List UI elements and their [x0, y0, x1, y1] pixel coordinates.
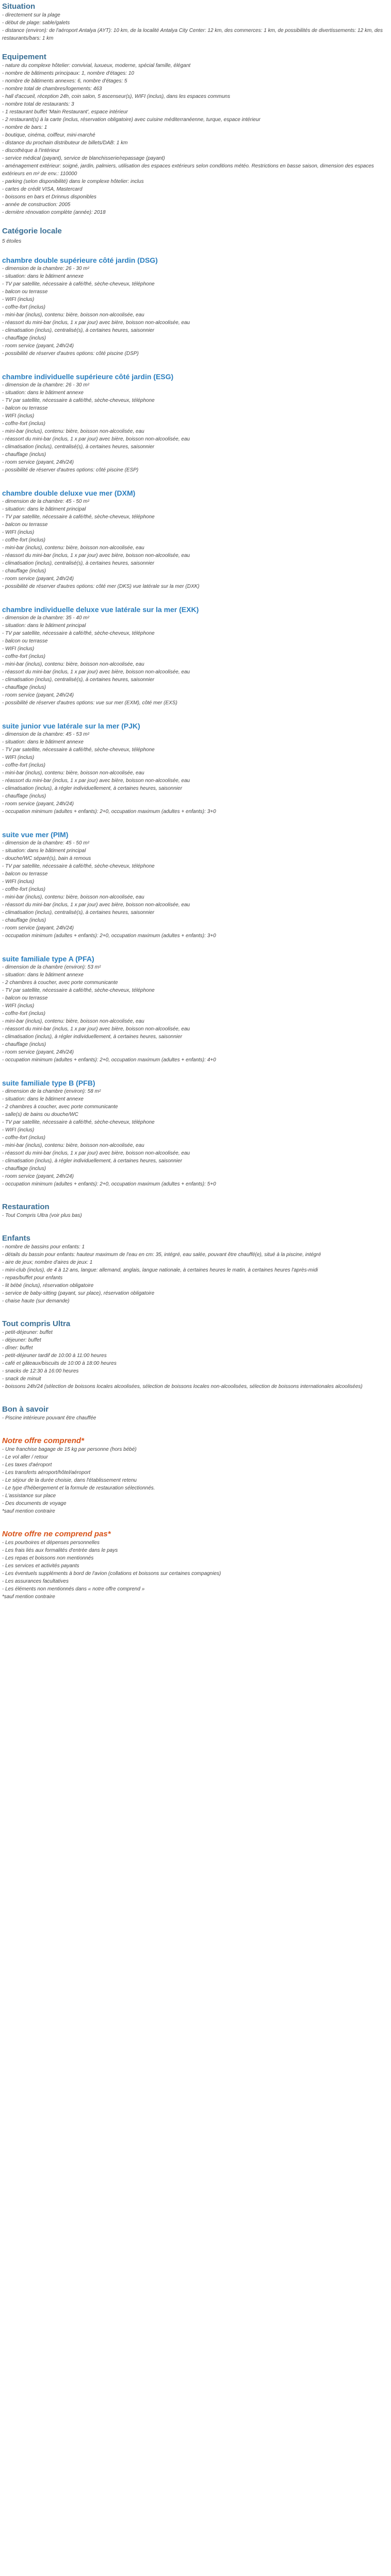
situation-section — [2, 2, 389, 42]
list-item: - Les services et activités payants — [2, 1563, 79, 1569]
list-item: - coffre-fort (inclus) — [2, 537, 45, 543]
list-item: - situation: dans le bâtiment principal — [2, 848, 86, 854]
equipement-title: Equipement — [2, 53, 46, 61]
list-item: - 2 restaurant(s) à la carte (inclus, réservation obligatoire) avec cuisine méditerranéenne, turque, espace intérieur — [2, 117, 260, 123]
situation-title: Situation — [2, 2, 36, 11]
list-item: - aire de jeux; nombre d'aires de jeux: 1 — [2, 1260, 93, 1265]
list-item: - possibilité de réserver d'autres options: côté piscine (ESP) — [2, 467, 139, 473]
room-features-list — [2, 381, 389, 474]
necomprend-list — [2, 1539, 389, 1601]
list-item: - possibilité de réserver d'autres options: côté mer (DKS) vue latérale sur la mer (DXK) — [2, 584, 200, 589]
list-item: - room service (payant, 24h/24) — [2, 801, 74, 807]
list-item: - WIFI (inclus) — [2, 646, 35, 652]
list-item: - réassort du mini-bar (inclus, 1 x par jour) avec bière, boisson non-alcoolisée, eau — [2, 320, 190, 326]
room-section — [2, 1078, 389, 1188]
room-title: chambre double deluxe vue mer (DXM) — [2, 489, 136, 497]
enfants-list — [2, 1243, 389, 1305]
list-item: - cartes de crédit VISA, Mastercard — [2, 187, 83, 192]
list-item: - room service (payant, 24h/24) — [2, 343, 74, 349]
list-item: - Une franchise bagage de 15 kg par personne (hors bébé) — [2, 1447, 137, 1452]
list-item: - boissons 24h/24 (sélection de boissons locales alcoolisées, sélection de boissons locales non-alcoolisées, sélection de boissons internationales alcoolisées) — [2, 1384, 363, 1389]
list-item: - chauffage (inclus) — [2, 452, 46, 457]
list-item: - boutique, cinéma, coiffeur, mini-marché — [2, 132, 95, 138]
list-item: - coffre-fort (inclus) — [2, 1011, 45, 1016]
list-item: - dernière rénovation complète (année): 2018 — [2, 210, 106, 215]
list-item: - situation: dans le bâtiment annexe — [2, 1096, 84, 1102]
list-item: - possibilité de réserver d'autres options: vue sur mer (EXM), côté mer (EXS) — [2, 700, 177, 706]
list-item: - TV par satellite, nécessaire à café/thé, sèche-cheveux, téléphone — [2, 631, 155, 636]
list-item: - WIFI (inclus) — [2, 1127, 35, 1133]
list-item: - mini-bar (inclus), contenu: bière, boisson non-alcoolisée, eau — [2, 894, 144, 900]
list-item: - climatisation (inclus), centralisé(s), à certaines heures, saisonnier — [2, 328, 155, 333]
list-item: - coffre-fort (inclus) — [2, 304, 45, 310]
toutcompris-section — [2, 1319, 389, 1391]
room-section — [2, 372, 389, 474]
list-item: - dimension de la chambre: 45 - 53 m² — [2, 732, 89, 737]
list-item: - chaise haute (sur demande) — [2, 1298, 70, 1304]
list-item: - Les éléments non mentionnés dans « notre offre comprend » — [2, 1586, 145, 1592]
list-item: - dimension de la chambre: 45 - 50 m² — [2, 840, 89, 846]
list-item: - balcon ou terrasse — [2, 871, 48, 877]
list-item: - mini-bar (inclus), contenu: bière, boisson non-alcoolisée, eau — [2, 545, 144, 551]
list-item: - 2 chambres à coucher, avec porte communicante — [2, 1104, 118, 1110]
list-item: - situation: dans le bâtiment annexe — [2, 739, 84, 745]
list-item: - nombre de bâtiments principaux: 1, nombre d'étages: 10 — [2, 71, 134, 76]
list-item: - réassort du mini-bar (inclus, 1 x par jour) avec bière, boisson non-alcoolisée, eau — [2, 778, 190, 784]
list-item: - coffre-fort (inclus) — [2, 421, 45, 427]
list-item: - Les frais liés aux formalités d'entrée dans le pays — [2, 1548, 118, 1553]
list-item: - TV par satellite, nécessaire à café/thé, sèche-cheveux, téléphone — [2, 398, 155, 403]
list-item: - dimension de la chambre: 35 - 40 m² — [2, 615, 89, 621]
list-item: - room service (payant, 24h/24) — [2, 576, 74, 582]
list-item: - réassort du mini-bar (inclus, 1 x par jour) avec bière, boisson non-alcoolisée, eau — [2, 1150, 190, 1156]
list-item: - climatisation (inclus), centralisé(s), à certaines heures, saisonnier — [2, 677, 155, 683]
list-item: - mini-bar (inclus), contenu: bière, boisson non-alcoolisée, eau — [2, 1019, 144, 1024]
list-item: - nombre de bars: 1 — [2, 125, 47, 130]
list-item: - réassort du mini-bar (inclus, 1 x par jour) avec bière, boisson non-alcoolisée, eau — [2, 669, 190, 675]
list-item: - climatisation (inclus), à régler individuellement, à certaines heures, saisonnier — [2, 1034, 183, 1040]
list-item: - TV par satellite, nécessaire à café/thé, sèche-cheveux, téléphone — [2, 988, 155, 993]
list-item: - balcon ou terrasse — [2, 522, 48, 528]
list-item: - chauffage (inclus) — [2, 335, 46, 341]
list-item: - nombre total de chambres/logements: 463 — [2, 86, 102, 92]
list-item: - dimension de la chambre: 26 - 30 m² — [2, 382, 89, 388]
room-title: chambre individuelle supérieure côté jardin (ESG) — [2, 372, 174, 381]
list-item: - chauffage (inclus) — [2, 1166, 46, 1172]
list-item: - balcon ou terrasse — [2, 995, 48, 1001]
list-item: - situation: dans le bâtiment principal — [2, 623, 86, 629]
categorie-section — [2, 227, 389, 245]
list-item: - mini-club (inclus), de 4 à 12 ans, langue: allemand, anglais, langue nationale, à certaines heures le matin, à certaines heures l'après-midi — [2, 1267, 318, 1273]
list-item: - mini-bar (inclus), contenu: bière, boisson non-alcoolisée, eau — [2, 1143, 144, 1148]
list-item: - dimension de la chambre: 26 - 30 m² — [2, 266, 89, 272]
room-title: suite junior vue latérale sur la mer (PJK) — [2, 722, 140, 730]
room-title: suite familiale type B (PFB) — [2, 1079, 95, 1087]
rooms-container — [2, 256, 389, 1188]
room-section — [2, 605, 389, 707]
list-item: - TV par satellite, nécessaire à café/thé, sèche-cheveux, téléphone — [2, 1120, 155, 1125]
list-item: - situation: dans le bâtiment annexe — [2, 274, 84, 279]
room-section — [2, 954, 389, 1064]
enfants-section — [2, 1234, 389, 1305]
comprend-list — [2, 1446, 389, 1515]
room-features-list — [2, 839, 389, 940]
list-item: - dimension de la chambre: 45 - 50 m² — [2, 499, 89, 504]
restauration-section — [2, 1202, 389, 1219]
list-item: - petit-déjeuner: buffet — [2, 1330, 53, 1335]
list-item: - Piscine intérieure pouvant être chauffée — [2, 1415, 96, 1421]
list-item: - réassort du mini-bar (inclus, 1 x par jour) avec bière, boisson non-alcoolisée, eau — [2, 553, 190, 558]
list-item: - chauffage (inclus) — [2, 1042, 46, 1047]
list-item: - room service (payant, 24h/24) — [2, 925, 74, 931]
list-item: - directement sur la plage — [2, 12, 60, 18]
list-item: - TV par satellite, nécessaire à café/thé, sèche-cheveux, téléphone — [2, 514, 155, 520]
room-features-list — [2, 498, 389, 590]
comprend-title: Notre offre comprend* — [2, 1436, 84, 1445]
list-item: - mini-bar (inclus), contenu: bière, boisson non-alcoolisée, eau — [2, 429, 144, 434]
list-item: - room service (payant, 24h/24) — [2, 692, 74, 698]
list-item: - chauffage (inclus) — [2, 568, 46, 574]
list-item: - TV par satellite, nécessaire à café/thé, sèche-cheveux, téléphone — [2, 281, 155, 287]
list-item: - possibilité de réserver d'autres options: côté piscine (DSP) — [2, 351, 139, 357]
list-item: - boissons en bars et Drinnus disponibles — [2, 194, 96, 200]
list-item: - TV par satellite, nécessaire à café/thé, sèche-cheveux, téléphone — [2, 863, 155, 869]
room-title: chambre individuelle deluxe vue latérale sur la mer (EXK) — [2, 605, 199, 614]
list-item: - salle(s) de bains ou douche/WC — [2, 1112, 78, 1117]
list-item: - situation: dans le bâtiment principal — [2, 506, 86, 512]
room-features-list — [2, 265, 389, 358]
list-item: - WIFI (inclus) — [2, 1003, 35, 1009]
list-item: - chauffage (inclus) — [2, 918, 46, 923]
list-item: - WIFI (inclus) — [2, 755, 35, 760]
list-item: - occupation minimum (adultes + enfants): 2+0, occupation maximum (adultes + enfants): 4+0 — [2, 1057, 216, 1063]
room-section — [2, 830, 389, 940]
list-item: - douche/WC séparé(s), bain à remous — [2, 856, 91, 861]
list-item: - coffre-fort (inclus) — [2, 654, 45, 659]
necomprend-section — [2, 1530, 389, 1601]
list-item: - Les transferts aéroport/hôtel/aéroport — [2, 1470, 91, 1476]
list-item: - balcon ou terrasse — [2, 638, 48, 644]
list-item: - repas/buffet pour enfants — [2, 1275, 63, 1281]
list-item: - coffre-fort (inclus) — [2, 887, 45, 892]
list-item: - réassort du mini-bar (inclus, 1 x par jour) avec bière, boisson non-alcoolisée, eau — [2, 902, 190, 908]
list-item: - occupation minimum (adultes + enfants): 2+0, occupation maximum (adultes + enfants): 3+0 — [2, 809, 216, 815]
list-item: - climatisation (inclus), centralisé(s), à certaines heures, saisonnier — [2, 910, 155, 916]
list-item: - nombre total de restaurants: 3 — [2, 101, 74, 107]
list-item: - room service (payant, 24h/24) — [2, 1049, 74, 1055]
restauration-list — [2, 1212, 389, 1219]
necomprend-title: Notre offre ne comprend pas* — [2, 1530, 111, 1538]
list-item: - climatisation (inclus), à régler individuellement, à certaines heures, saisonnier — [2, 1158, 183, 1164]
list-item: - aménagement extérieur: soigné, jardin, palmiers, utilisation des espaces extérieurs selon conditions météo. Restrictions en basse saison, dimension des espaces extérieurs en m² de env.: 110000 — [2, 163, 374, 177]
equipement-list — [2, 62, 389, 216]
list-item: - Le séjour de la durée choisie, dans l'établissement retenu — [2, 1478, 137, 1483]
list-item: - café et gâteaux/biscuits de 10:00 à 18:00 heures — [2, 1361, 117, 1366]
list-item: - mini-bar (inclus), contenu: bière, boisson non-alcoolisée, eau — [2, 770, 144, 776]
list-item: - réassort du mini-bar (inclus, 1 x par jour) avec bière, boisson non-alcoolisée, eau — [2, 436, 190, 442]
room-features-list — [2, 731, 389, 816]
list-item: - climatisation (inclus), centralisé(s), à certaines heures, saisonnier — [2, 561, 155, 566]
list-item: - TV par satellite, nécessaire à café/thé, sèche-cheveux, téléphone — [2, 747, 155, 753]
toutcompris-title: Tout compris Ultra — [2, 1319, 71, 1328]
room-features-list — [2, 614, 389, 707]
list-item: - chauffage (inclus) — [2, 685, 46, 690]
room-features-list — [2, 1088, 389, 1188]
list-item: - détails du bassin pour enfants: hauteur maximum de l'eau en cm: 35, intégré, eau salée, pouvant être chauffé(e), situé à la piscine, intégré — [2, 1252, 321, 1258]
list-item: - lit bébé (inclus), réservation obligatoire — [2, 1283, 94, 1289]
list-item: - petit-déjeuner tardif de 10:00 à 11:00 heures — [2, 1353, 107, 1359]
list-item: - Les repas et boissons non mentionnés — [2, 1555, 94, 1561]
list-item: - Les éventuels suppléments à bord de l'avion (collations et boissons sur certaines compagnies) — [2, 1571, 221, 1577]
list-item: - L'assistance sur place — [2, 1493, 56, 1499]
list-item: - Les taxes d'aéroport — [2, 1462, 52, 1468]
list-item: - service de baby-sitting (payant, sur place), réservation obligatoire — [2, 1291, 155, 1296]
list-item: - snacks de 12:30 à 16:00 heures — [2, 1368, 79, 1374]
list-item: - 1 restaurant buffet 'Main Restaurant', espace intérieur — [2, 109, 128, 115]
list-item: - distance (environ): de l'aéroport Antalya (AYT): 10 km, de la localité Antalya City Center: 12 km, des commerces: 1 km, de possibilités de divertissements: 12 km, des restaurants/bars: 1 km — [2, 28, 383, 41]
list-item: - déjeuner: buffet — [2, 1337, 41, 1343]
list-item: *sauf mention contraire — [2, 1594, 55, 1600]
list-item: - snack de minuit — [2, 1376, 41, 1382]
list-item: - dimension de la chambre (environ): 53 m² — [2, 964, 101, 970]
situation-list — [2, 11, 389, 42]
list-item: - Les pourboires et dépenses personnelles — [2, 1540, 100, 1546]
room-section — [2, 488, 389, 590]
list-item: - room service (payant, 24h/24) — [2, 460, 74, 465]
list-item: - dîner: buffet — [2, 1345, 33, 1351]
list-item: - Le type d'hébergement et la formule de restauration sélectionnés. — [2, 1485, 155, 1491]
list-item: - WIFI (inclus) — [2, 413, 35, 419]
list-item: - climatisation (inclus), à régler individuellement, à certaines heures, saisonnier — [2, 786, 183, 791]
list-item: - balcon ou terrasse — [2, 405, 48, 411]
list-item: - Les assurances facultatives — [2, 1579, 69, 1584]
list-item: - mini-bar (inclus), contenu: bière, boisson non-alcoolisée, eau — [2, 662, 144, 667]
list-item: - room service (payant, 24h/24) — [2, 1174, 74, 1179]
categorie-title: Catégorie locale — [2, 227, 62, 235]
list-item: - hall d'accueil, réception 24h, coin salon, 5 ascenseur(s), WIFI (inclus), dans les espaces communs — [2, 94, 231, 99]
room-section — [2, 256, 389, 358]
room-features-list — [2, 963, 389, 1064]
list-item: - réassort du mini-bar (inclus, 1 x par jour) avec bière, boisson non-alcoolisée, eau — [2, 1026, 190, 1032]
list-item: - Des documents de voyage — [2, 1501, 67, 1506]
list-item: - occupation minimum (adultes + enfants): 2+0, occupation maximum (adultes + enfants): 3+0 — [2, 933, 216, 939]
toutcompris-list — [2, 1329, 389, 1391]
list-item: - 2 chambres à coucher, avec porte communicante — [2, 980, 118, 986]
list-item: - service médical (payant), service de blanchisserie/repassage (payant) — [2, 156, 165, 161]
categorie-value: 5 étoiles — [2, 239, 22, 244]
list-item: - WIFI (inclus) — [2, 530, 35, 535]
list-item: - occupation minimum (adultes + enfants): 2+0, occupation maximum (adultes + enfants): 5+0 — [2, 1181, 216, 1187]
list-item: - nombre de bâtiments annexes: 6, nombre d'étages: 5 — [2, 78, 127, 84]
list-item: *sauf mention contraire — [2, 1509, 55, 1514]
room-title: suite vue mer (PIM) — [2, 831, 69, 839]
list-item: - parking (selon disponibilité) dans le complexe hôtelier: inclus — [2, 179, 144, 184]
list-item: - climatisation (inclus), centralisé(s), à certaines heures, saisonnier — [2, 444, 155, 450]
list-item: - nature du complexe hôtelier: convivial, luxueux, moderne, spécial famille, élégant — [2, 63, 191, 69]
list-item: - année de construction: 2005 — [2, 202, 71, 208]
bonasavoir-list — [2, 1414, 389, 1422]
list-item: - coffre-fort (inclus) — [2, 762, 45, 768]
list-item: - mini-bar (inclus), contenu: bière, boisson non-alcoolisée, eau — [2, 312, 144, 318]
list-item: - distance du prochain distributeur de billets/DAB: 1 km — [2, 140, 128, 146]
list-item: - Le vol aller / retour — [2, 1454, 48, 1460]
list-item: - WIFI (inclus) — [2, 297, 35, 302]
list-item: - discothèque à l'intérieur — [2, 148, 60, 154]
list-item: - nombre de bassins pour enfants: 1 — [2, 1244, 85, 1250]
comprend-section — [2, 1436, 389, 1515]
room-title: chambre double supérieure côté jardin (DSG) — [2, 256, 158, 264]
room-title: suite familiale type A (PFA) — [2, 955, 94, 963]
list-item: - balcon ou terrasse — [2, 289, 48, 295]
list-item: - dimension de la chambre (environ): 58 m² — [2, 1089, 101, 1094]
bonasavoir-title: Bon à savoir — [2, 1405, 49, 1414]
list-item: - coffre-fort (inclus) — [2, 1135, 45, 1141]
list-item: - WIFI (inclus) — [2, 879, 35, 885]
room-section — [2, 721, 389, 816]
list-item: - début de plage: sable/galets — [2, 20, 70, 26]
enfants-title: Enfants — [2, 1234, 31, 1243]
list-item: - situation: dans le bâtiment annexe — [2, 972, 84, 978]
equipement-section — [2, 53, 389, 216]
list-item: - Tout Compris Ultra (voir plus bas) — [2, 1213, 82, 1218]
list-item: - situation: dans le bâtiment annexe — [2, 390, 84, 396]
bonasavoir-section — [2, 1405, 389, 1422]
restauration-title: Restauration — [2, 1202, 50, 1211]
list-item: - chauffage (inclus) — [2, 793, 46, 799]
